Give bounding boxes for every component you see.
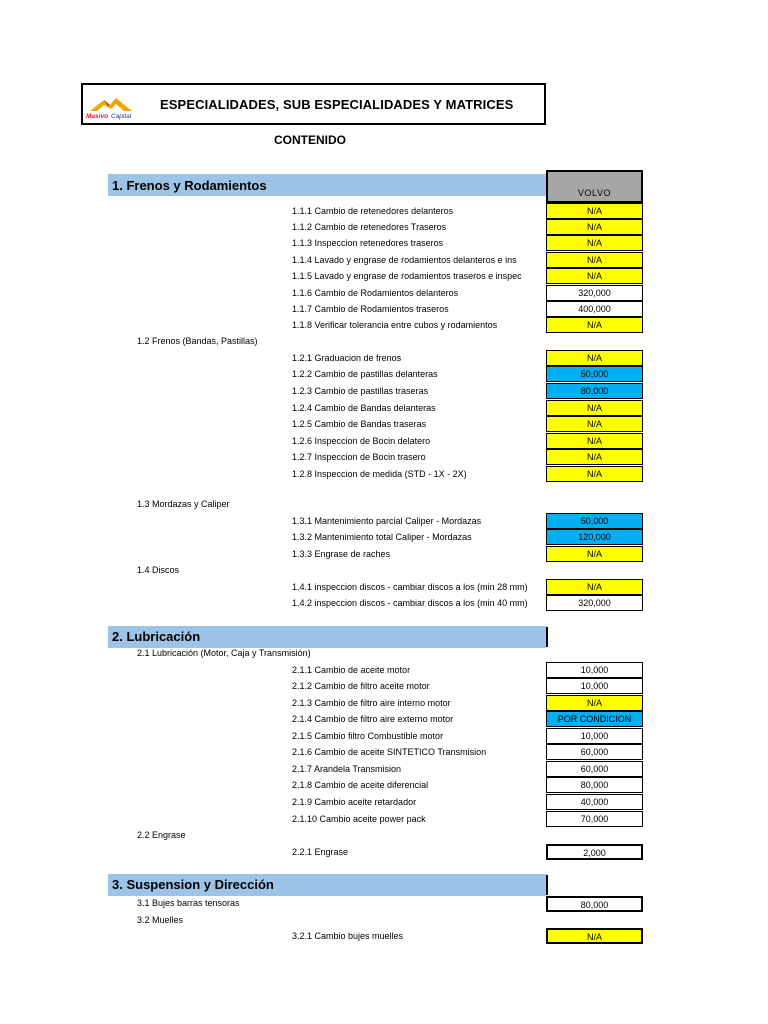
row-label: 2.1.9 Cambio aceite retardador bbox=[292, 797, 417, 807]
row-value: 2,000 bbox=[546, 844, 643, 860]
row-label: 1.2.2 Cambio de pastillas delanteras bbox=[292, 369, 438, 379]
row-label: 1.1.5 Lavado y engrase de rodamientos traseros e inspec bbox=[292, 271, 522, 281]
row-label: 1.2.8 Inspeccion de medida (STD - 1X - 2X) bbox=[292, 469, 467, 479]
row-value: 10,000 bbox=[546, 662, 643, 678]
row-value: N/A bbox=[546, 546, 643, 562]
row-value: N/A bbox=[546, 350, 643, 366]
subsection-title: 3.1 Bujes barras tensoras bbox=[137, 898, 240, 908]
row-value: N/A bbox=[546, 449, 643, 465]
row-label: 2.2.1 Engrase bbox=[292, 847, 349, 857]
row-value: N/A bbox=[546, 928, 643, 944]
row-value: N/A bbox=[546, 466, 643, 482]
volvo-column-header bbox=[546, 170, 643, 203]
row-label: 1.2.6 Inspeccion de Bocin delatero bbox=[292, 436, 431, 446]
row-value: 80,000 bbox=[546, 777, 643, 793]
page-title: ESPECIALIDADES, SUB ESPECIALIDADES Y MATRICES bbox=[160, 97, 514, 112]
svg-text:Capital: Capital bbox=[111, 113, 132, 120]
section-marker bbox=[546, 627, 548, 647]
row-value: 10,000 bbox=[546, 678, 643, 694]
row-label: 2.1.5 Cambio filtro Combustible motor bbox=[292, 731, 444, 741]
row-value: 50,000 bbox=[546, 366, 643, 382]
row-label: 2.1.4 Cambio de filtro aire externo motor bbox=[292, 714, 454, 724]
row-value: 60,000 bbox=[546, 761, 643, 777]
row-label: 1.1.2 Cambio de retenedores Traseros bbox=[292, 222, 447, 232]
subsection-title: 2.2 Engrase bbox=[137, 830, 186, 840]
subsection-title: 1.4 Discos bbox=[137, 565, 180, 575]
row-value: N/A bbox=[546, 203, 643, 219]
row-value: 70,000 bbox=[546, 811, 643, 827]
subsection-title: 1.2 Frenos (Bandas, Pastillas) bbox=[137, 336, 258, 346]
subsection-title: 2.1 Lubricación (Motor, Caja y Transmisión) bbox=[137, 648, 311, 658]
row-value: 60,000 bbox=[546, 744, 643, 760]
row-label: 1.1.6 Cambio de Rodamientos delanteros bbox=[292, 288, 459, 298]
row-label: 1.2.4 Cambio de Bandas delanteras bbox=[292, 403, 436, 413]
row-value: 80,000 bbox=[546, 896, 643, 912]
row-label: 1.1.1 Cambio de retenedores delanteros bbox=[292, 206, 454, 216]
row-label: 1.1.7 Cambio de Rodamientos traseros bbox=[292, 304, 449, 314]
row-value: N/A bbox=[546, 317, 643, 333]
row-value: 10,000 bbox=[546, 728, 643, 744]
row-label: 1.3.2 Mantenimiento total Caliper - Mordazas bbox=[292, 532, 472, 542]
subsection-title: 1.3 Mordazas y Caliper bbox=[137, 499, 230, 509]
row-value: N/A bbox=[546, 268, 643, 284]
row-label: 2.1.10 Cambio aceite power pack bbox=[292, 814, 426, 824]
row-value: 50,000 bbox=[546, 513, 643, 529]
row-label: 1.2.3 Cambio de pastillas traseras bbox=[292, 386, 429, 396]
volvo-column-label: VOLVO bbox=[577, 188, 612, 198]
row-label: 3.2.1 Cambio bujes muelles bbox=[292, 931, 404, 941]
row-label: 1.2.1 Graduacion de frenos bbox=[292, 353, 402, 363]
row-value: N/A bbox=[546, 416, 643, 432]
row-value: N/A bbox=[546, 252, 643, 268]
subsection-title: 3.2 Muelles bbox=[137, 915, 184, 925]
svg-text:Masivo: Masivo bbox=[86, 113, 109, 120]
section-title: 1. Frenos y Rodamientos bbox=[112, 178, 267, 193]
row-label: 2.1.6 Cambio de aceite SINTETICO Transmision bbox=[292, 747, 487, 757]
row-value: 40,000 bbox=[546, 794, 643, 810]
row-label: 2.1.8 Cambio de aceite diferencial bbox=[292, 780, 429, 790]
row-value: 400,000 bbox=[546, 301, 643, 317]
row-value: 320,000 bbox=[546, 285, 643, 301]
row-value: N/A bbox=[546, 400, 643, 416]
row-value: N/A bbox=[546, 579, 643, 595]
row-value: N/A bbox=[546, 219, 643, 235]
row-label: 1.2.5 Cambio de Bandas traseras bbox=[292, 419, 427, 429]
section-title: 3. Suspension y Dirección bbox=[112, 877, 274, 892]
row-value: 320,000 bbox=[546, 595, 643, 611]
row-label: 1.3.1 Mantenimiento parcial Caliper - Mordazas bbox=[292, 516, 482, 526]
row-value: 80,000 bbox=[546, 383, 643, 399]
row-value: 120,000 bbox=[546, 529, 643, 545]
row-label: 2.1.2 Cambio de filtro aceite motor bbox=[292, 681, 430, 691]
row-label: 1.1.3 Inspeccion retenedores traseros bbox=[292, 238, 444, 248]
row-value: POR CONDICION bbox=[546, 711, 643, 727]
row-label: 1.2.7 Inspeccion de Bocin trasero bbox=[292, 452, 426, 462]
section-marker bbox=[546, 875, 548, 895]
row-value: N/A bbox=[546, 235, 643, 251]
row-label: 1.1.8 Verificar tolerancia entre cubos y rodamientos bbox=[292, 320, 498, 330]
contents-heading: CONTENIDO bbox=[274, 133, 346, 147]
row-label: 1.1.4 Lavado y engrase de rodamientos delanteros e ins bbox=[292, 255, 517, 265]
section-title: 2. Lubricación bbox=[112, 629, 201, 644]
masivo-capital-logo bbox=[84, 94, 144, 120]
row-label: 1.4.2 inspeccion discos - cambiar discos a los (min 40 mm) bbox=[292, 598, 528, 608]
row-value: N/A bbox=[546, 433, 643, 449]
row-label: 1.3.3 Engrase de raches bbox=[292, 549, 391, 559]
row-label: 2.1.7 Arandela Transmision bbox=[292, 764, 402, 774]
row-label: 2.1.3 Cambio de filtro aire interno motor bbox=[292, 698, 451, 708]
row-value: N/A bbox=[546, 695, 643, 711]
row-label: 1.4.1 inspeccion discos - cambiar discos a los (min 28 mm) bbox=[292, 582, 528, 592]
row-label: 2.1.1 Cambio de aceite motor bbox=[292, 665, 411, 675]
